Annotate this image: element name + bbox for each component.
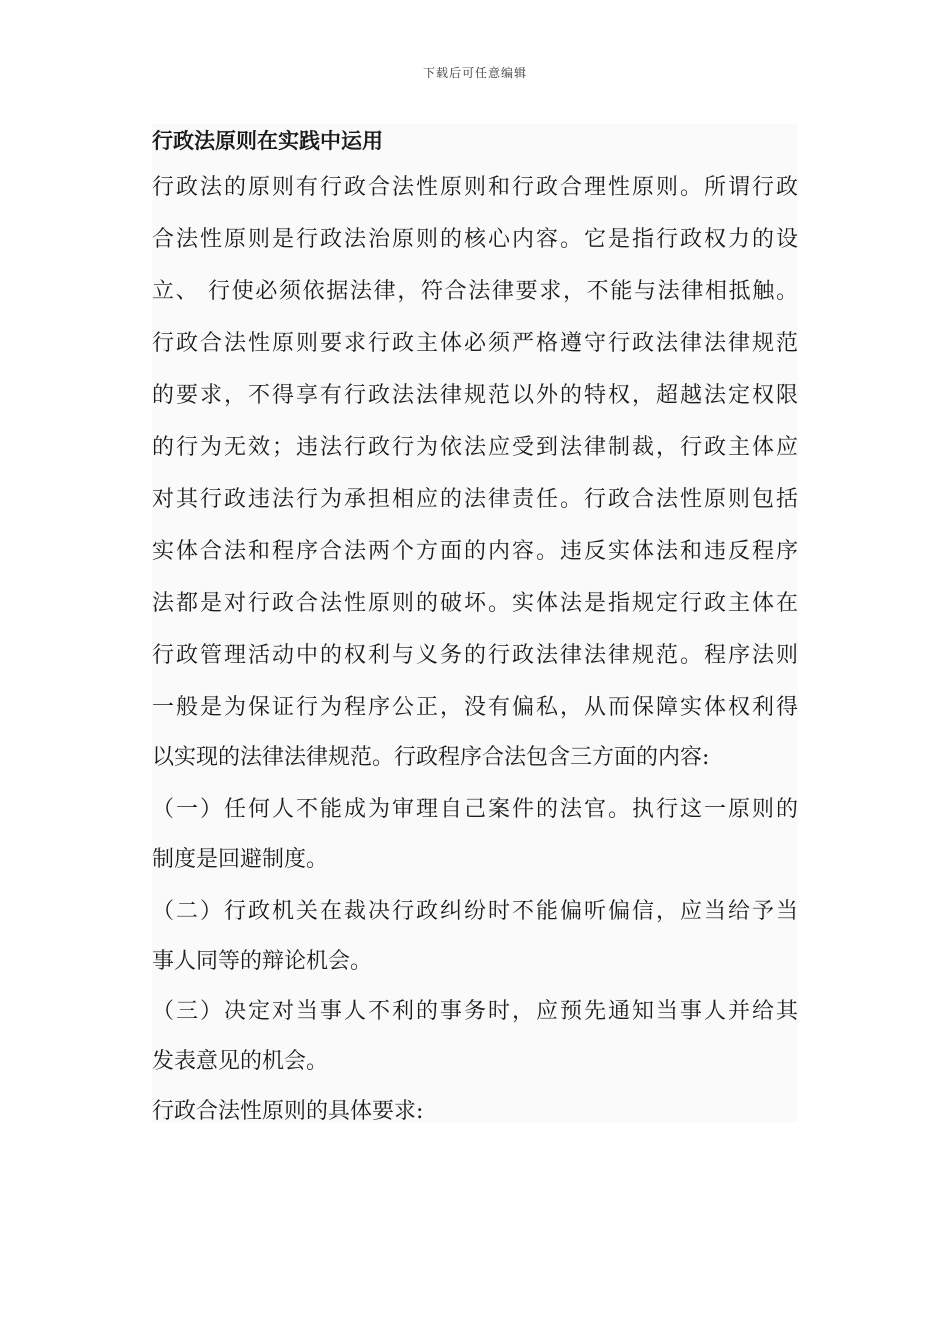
paragraph-line: 立、 行使必须依据法律，符合法律要求，不能与法律相抵触。 xyxy=(152,279,798,304)
paragraph-line: 一般是为保证行为程序公正，没有偏私，从而保障实体权利得 xyxy=(152,695,798,720)
list-item-line: 发表意见的机会。 xyxy=(152,1049,329,1074)
paragraph-line: 行政合法性原则的具体要求: xyxy=(152,1099,424,1124)
list-item-line: （三）决定对当事人不利的事务时，应预先通知当事人并给其 xyxy=(152,999,798,1024)
paragraph-line: 行政管理活动中的权利与义务的行政法律法律规范。程序法则 xyxy=(152,643,798,668)
document-body xyxy=(152,124,798,1122)
paragraph-line: 合法性原则是行政法治原则的核心内容。它是指行政权力的设 xyxy=(152,227,798,252)
paragraph-line: 行政合法性原则要求行政主体必须严格遵守行政法律法律规范 xyxy=(152,331,798,356)
paragraph-line: 以实现的法律法律规范。行政程序合法包含三方面的内容: xyxy=(152,745,710,770)
paragraph-line: 的要求，不得享有行政法法律规范以外的特权，超越法定权限 xyxy=(152,383,798,408)
paragraph-line: 对其行政违法行为承担相应的法律责任。行政合法性原则包括 xyxy=(152,487,798,512)
list-item-line: （二）行政机关在裁决行政纠纷时不能偏听偏信，应当给予当 xyxy=(152,899,798,924)
paragraph-line: 行政法的原则有行政合法性原则和行政合理性原则。所谓行政 xyxy=(152,175,798,200)
page-header-note: 下载后可任意编辑 xyxy=(422,66,527,80)
document-title: 行政法原则在实践中运用 xyxy=(152,128,383,153)
paragraph-line: 的行为无效；违法行政行为依法应受到法律制裁，行政主体应 xyxy=(152,435,798,460)
list-item-line: 事人同等的辩论机会。 xyxy=(152,949,373,974)
paragraph-line: 法都是对行政合法性原则的破坏。实体法是指规定行政主体在 xyxy=(152,591,798,616)
list-item-line: 制度是回避制度。 xyxy=(152,847,329,872)
paragraph-line: 实体合法和程序合法两个方面的内容。违反实体法和违反程序 xyxy=(152,539,798,564)
list-item-line: （一）任何人不能成为审理自己案件的法官。执行这一原则的 xyxy=(152,797,798,822)
